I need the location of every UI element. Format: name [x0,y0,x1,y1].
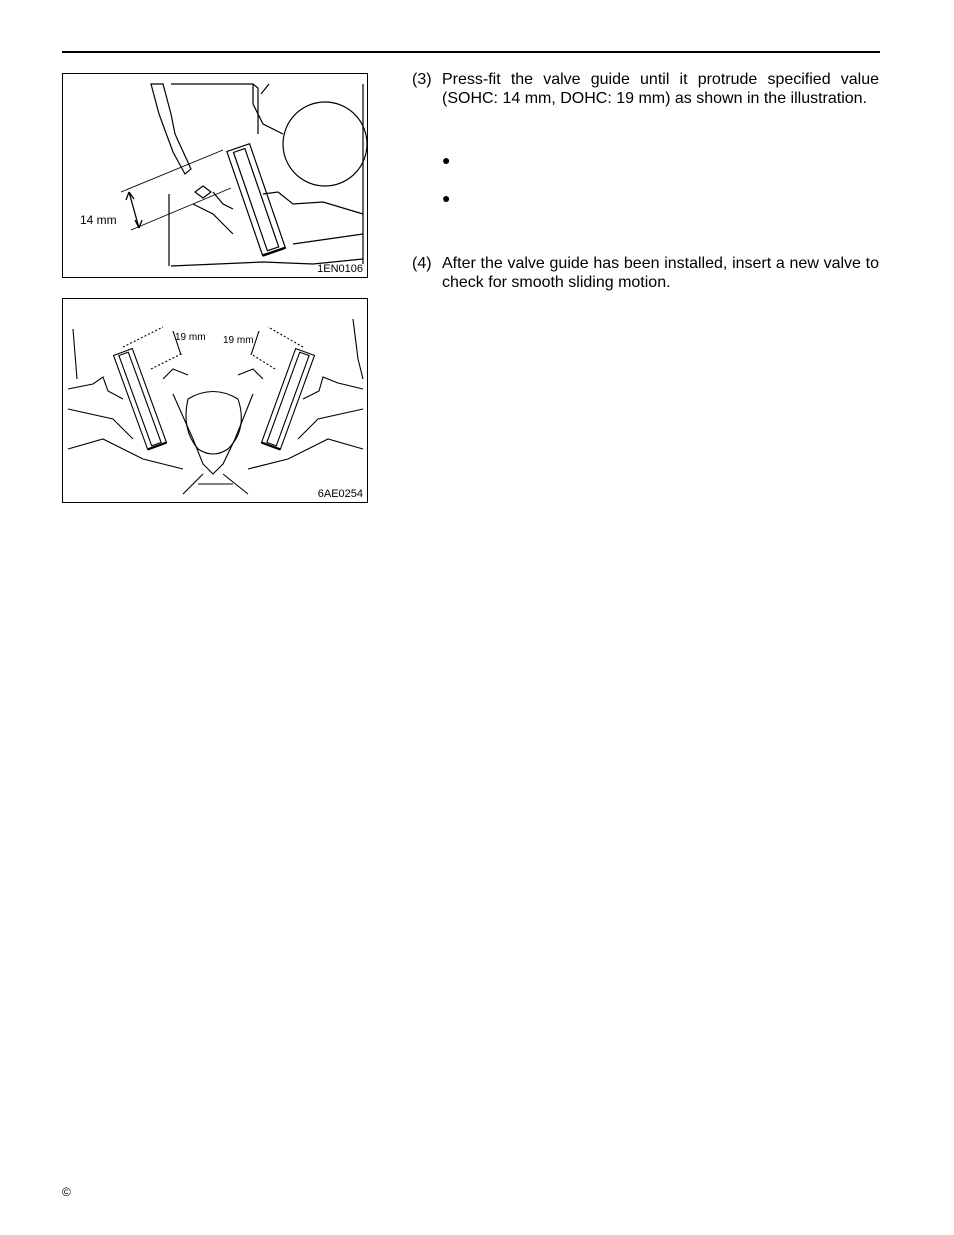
step-text: Press-fit the valve guide until it protrude specified value (SOHC: 14 mm, DOHC: 19 mm) as shown in the illustration. [442,71,879,107]
dimension-label-19mm-left: 19 mm [175,332,206,343]
dimension-label-14mm: 14 mm [80,213,117,227]
figure-dohc-valve-guide [62,298,368,503]
figure-code: 6AE0254 [317,488,363,500]
figure-code: 1EN0106 [317,263,363,275]
step-4 [412,255,879,292]
step-3 [412,71,879,108]
figure-sohc-valve-guide [62,73,368,278]
step-number: (4) [412,255,432,272]
dohc-valve-guide-drawing [63,299,368,503]
copyright-mark: © [62,1185,71,1199]
sohc-valve-guide-drawing [63,74,368,278]
header-rule [62,51,880,53]
dimension-label-19mm-right: 19 mm [223,335,254,346]
step-number: (3) [412,71,432,88]
bullet-marker: ● [442,190,451,206]
step-text: After the valve guide has been installed, insert a new valve to check for smooth sliding motion. [442,255,879,291]
bullet-marker: ● [442,152,451,168]
